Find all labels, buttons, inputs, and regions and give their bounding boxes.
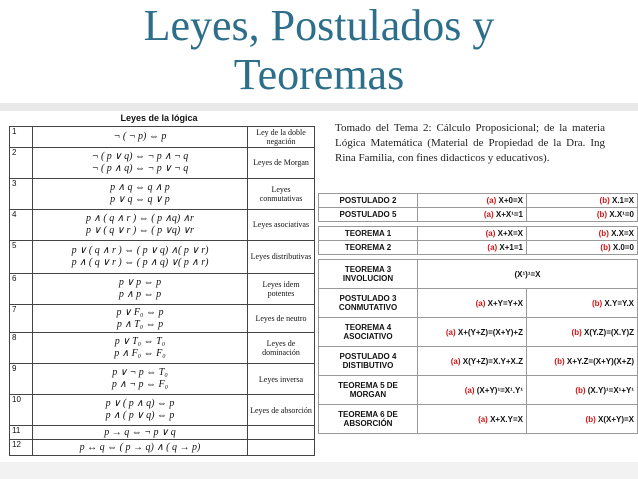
part-label: (b) xyxy=(591,298,603,308)
formula-cell xyxy=(33,240,248,273)
part-label: (a) xyxy=(483,210,494,219)
formula-text: X(Y+Z)=X.Y+X.Z xyxy=(462,356,523,366)
table-row xyxy=(10,273,315,304)
part-label: (a) xyxy=(475,298,486,308)
formula-cell xyxy=(33,304,248,333)
table-row xyxy=(319,241,638,255)
source-note: Tomado del Tema 2: Cálculo Proposicional; de la materia Lógica Matemática (Material de Propiedad de la Dra. Ing Rina Familia, con fines didacticos y educativos). xyxy=(335,122,605,164)
formula-text: X+1=1 xyxy=(499,243,523,252)
postulate-name: TEOREMA 5 DE MORGAN xyxy=(319,376,418,405)
table-row xyxy=(10,333,315,364)
row-number: 3 xyxy=(10,178,33,209)
formula: p ∧ ( q ∨ r ) ⇔ ( p ∧ q) ∨( p ∧ r) xyxy=(71,256,209,268)
formula-text: X(X+Y)=X xyxy=(597,414,634,424)
table-row xyxy=(10,178,315,209)
part-label: (a) xyxy=(450,356,461,366)
part-label: (b) xyxy=(554,356,565,366)
postulate-formula-b xyxy=(527,194,638,208)
part-label: (b) xyxy=(585,414,596,424)
formula: ¬ ( p ∧ q) ⇔ ¬ p ∨ ¬ q xyxy=(91,162,189,174)
part-label: (b) xyxy=(575,385,586,395)
postulate-name: TEOREMA 6 DE ABSORCIÓN xyxy=(319,405,418,434)
formula: p ∧ F₀ ⇔ F₀ xyxy=(114,348,166,360)
postulate-name: TEOREMA 3 INVOLUCION xyxy=(319,260,418,289)
law-name: Leyes de Morgan xyxy=(248,147,315,178)
postulate-formula-a xyxy=(418,227,527,241)
part-label: (b) xyxy=(571,327,582,337)
formula-text: X+X=X xyxy=(497,229,523,238)
row-number: 7 xyxy=(10,304,33,333)
part-label: (a) xyxy=(485,229,496,238)
postulate-formula-b xyxy=(527,405,638,434)
formula-cell xyxy=(33,333,248,364)
row-number: 10 xyxy=(10,395,33,426)
part-label: (a) xyxy=(445,327,456,337)
formula: p ∧ ( q ∧ r ) ⇔ ( p ∧q) ∧r xyxy=(86,212,194,224)
postulate-formula-b xyxy=(527,241,638,255)
postulate-name: POSTULADO 4 DISTIBUTIVO xyxy=(319,347,418,376)
postulate-name: POSTULADO 5 xyxy=(319,208,418,222)
table-row xyxy=(319,289,638,318)
law-name: Leyes conmutativas xyxy=(248,178,315,209)
formula-text: X+X.Y=X xyxy=(490,414,523,424)
formula: p ∧ ¬ p ⇔ F₀ xyxy=(111,379,169,391)
formula: p ∧ q ⇔ q ∧ p xyxy=(110,181,170,193)
row-number: 6 xyxy=(10,273,33,304)
formula: p ∨ ¬ p ⇔ T₀ xyxy=(112,367,168,379)
formula-text: X+X¹=1 xyxy=(495,210,523,219)
postulate-formula-a xyxy=(418,405,527,434)
row-number: 1 xyxy=(10,127,33,148)
formula: p ∨ ( p ∧ q) ⇔ p xyxy=(105,398,175,410)
laws-of-logic-table-image xyxy=(9,111,312,456)
formula-text: X+0=X xyxy=(498,196,523,205)
table-row xyxy=(10,440,315,456)
formula-text: X.X=X xyxy=(611,229,634,238)
law-name: Leyes inversa xyxy=(248,364,315,395)
table-row xyxy=(319,194,638,208)
table-row xyxy=(319,227,638,241)
formula: ¬ ( p ∨ q) ⇔ ¬ p ∧ ¬ q xyxy=(91,150,189,162)
table-row xyxy=(10,127,315,148)
formula: p ∨ ( q ∧ r ) ⇔ ( p ∨ q) ∧( p ∨ r) xyxy=(71,244,209,256)
part-label: (a) xyxy=(487,243,498,252)
law-name: Leyes distributivas xyxy=(248,240,315,273)
postulate-formula-a xyxy=(418,194,527,208)
laws-table-title: Leyes de la lógica xyxy=(120,113,198,123)
formula: p ∨ F₀ ⇔ p xyxy=(116,306,164,318)
postulate-formula-a xyxy=(418,208,527,222)
postulate-formula-b xyxy=(527,208,638,222)
formula-cell xyxy=(33,147,248,178)
postulate-name: TEOREMA 1 xyxy=(319,227,418,241)
table-row xyxy=(319,405,638,434)
part-label: (b) xyxy=(598,229,609,238)
postulate-formula-b xyxy=(527,227,638,241)
row-number: 2 xyxy=(10,147,33,178)
footer-band xyxy=(0,462,638,479)
postulates-theorems-table xyxy=(318,193,638,434)
divider-band xyxy=(0,103,638,111)
postulate-formula-b xyxy=(527,318,638,347)
formula: p ∨ p ⇔ p xyxy=(118,276,162,288)
formula: p ∧ ( p ∨ q) ⇔ p xyxy=(105,410,175,422)
formula: ¬ ( ¬ p) ⇔ p xyxy=(113,130,167,142)
postulate-formula-a xyxy=(418,318,527,347)
formula: p ∧ p ⇔ p xyxy=(118,288,162,300)
slide-title-line-2: Teoremas xyxy=(233,50,405,99)
formula-text: X.1=X xyxy=(611,196,634,205)
table-row xyxy=(10,304,315,333)
formula-text: (X+Y)¹=X¹.Y¹ xyxy=(476,385,523,395)
postulate-name: TEOREMA 2 xyxy=(319,241,418,255)
postulate-formula: (X¹)¹=X xyxy=(418,260,638,289)
part-label: (b) xyxy=(596,210,608,219)
law-name: Leyes de neutro xyxy=(248,304,315,333)
formula: p ∨ ( q ∨ r ) ⇔ ( p ∨q) ∨r xyxy=(86,224,194,236)
formula-text: X.Y=Y.X xyxy=(604,298,634,308)
row-number: 5 xyxy=(10,240,33,273)
formula: p ∨ T₀ ⇔ T₀ xyxy=(114,336,166,348)
table-row xyxy=(319,347,638,376)
table-row xyxy=(10,395,315,426)
formula-cell xyxy=(33,364,248,395)
laws-table xyxy=(9,126,315,456)
formula-text: X.0=0 xyxy=(612,243,634,252)
postulate-name: POSTULADO 3 CONMUTATIVO xyxy=(319,289,418,318)
table-row xyxy=(319,260,638,289)
law-name: Leyes asociativas xyxy=(248,209,315,240)
formula-text: X.X¹=0 xyxy=(609,210,634,219)
table-row xyxy=(319,376,638,405)
part-label: (a) xyxy=(464,385,475,395)
formula: p → q ⇔ ¬ p ∨ q xyxy=(104,426,176,438)
table-row xyxy=(10,240,315,273)
postulate-name: TEOREMA 4 ASOCIATIVO xyxy=(319,318,418,347)
postulate-name: POSTULADO 2 xyxy=(319,194,418,208)
law-name: Leyes de dominación xyxy=(248,333,315,364)
postulate-formula-a xyxy=(418,347,527,376)
row-number: 11 xyxy=(10,426,33,440)
table-row xyxy=(10,426,315,440)
row-number: 12 xyxy=(10,440,33,456)
formula-text: X(Y.Z)=(X.Y)Z xyxy=(583,327,634,337)
table-row xyxy=(319,208,638,222)
postulate-formula-b xyxy=(527,347,638,376)
part-label: (b) xyxy=(599,196,610,205)
row-number: 8 xyxy=(10,333,33,364)
formula-cell xyxy=(33,426,248,440)
formula-text: X+Y.Z=(X+Y)(X+Z) xyxy=(566,356,634,366)
slide-title-line-1: Leyes, Postulados y xyxy=(143,1,495,50)
postulate-formula-b xyxy=(527,376,638,405)
row-number: 9 xyxy=(10,364,33,395)
formula-cell xyxy=(33,178,248,209)
formula-cell xyxy=(33,209,248,240)
row-number: 4 xyxy=(10,209,33,240)
postulate-formula-a xyxy=(418,241,527,255)
formula-cell xyxy=(33,127,248,148)
law-name xyxy=(248,426,315,440)
law-name: Leyes idem potentes xyxy=(248,273,315,304)
part-label: (a) xyxy=(478,414,488,424)
formula: p ↔ q ⇔ ( p → q) ∧ ( q → p) xyxy=(79,441,201,453)
table-row xyxy=(319,318,638,347)
formula: p ∧ T₀ ⇔ p xyxy=(116,318,164,330)
postulate-formula-b xyxy=(527,289,638,318)
formula: p ∨ q ⇔ q ∨ p xyxy=(110,193,170,205)
formula-cell xyxy=(33,273,248,304)
formula-text: X+(Y+Z)=(X+Y)+Z xyxy=(457,327,523,337)
law-name xyxy=(248,440,315,456)
formula-cell xyxy=(33,440,248,456)
formula-text: (X.Y)¹=X¹+Y¹ xyxy=(587,385,634,395)
part-label: (a) xyxy=(486,196,497,205)
formula-cell xyxy=(33,395,248,426)
postulate-formula-a xyxy=(418,289,527,318)
table-row xyxy=(10,364,315,395)
table-row xyxy=(10,147,315,178)
table-row xyxy=(10,209,315,240)
part-label: (b) xyxy=(600,243,611,252)
postulate-formula-a xyxy=(418,376,527,405)
law-name: Leyes de absorción xyxy=(248,395,315,426)
formula-text: X+Y=Y+X xyxy=(487,298,523,308)
law-name: Ley de la doble negación xyxy=(248,127,315,148)
